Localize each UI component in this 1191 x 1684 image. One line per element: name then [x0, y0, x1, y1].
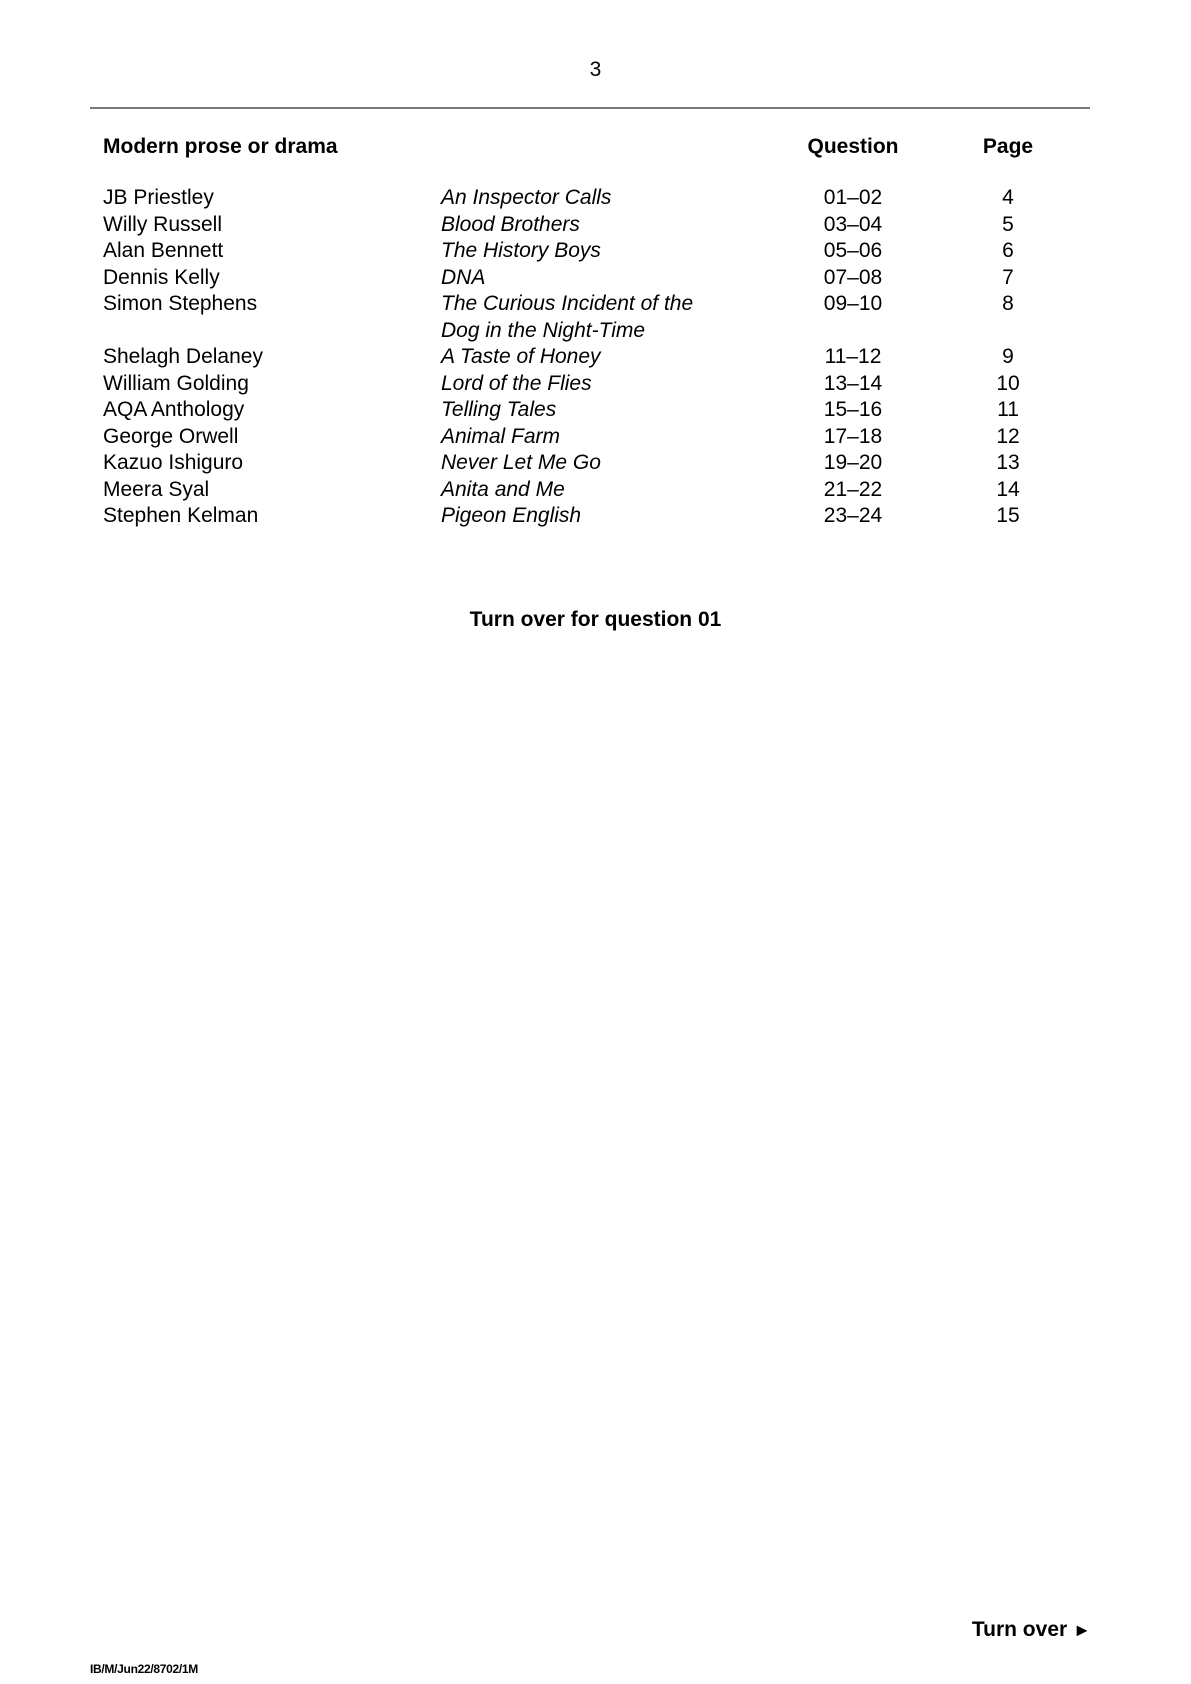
turn-over-note: Turn over for question 01 [469, 608, 722, 631]
text-title: Anita and Me [441, 477, 565, 501]
question-range: 09–10 [823, 292, 883, 315]
page-ref: 9 [1002, 345, 1014, 368]
document-code: IB/M/Jun22/8702/1M [90, 1662, 198, 1676]
question-range: 01–02 [823, 186, 883, 209]
author-name: Alan Bennett [103, 239, 224, 262]
text-title-continued: Dog in the Night-Time [441, 318, 646, 342]
table-row [103, 397, 1063, 424]
question-range: 07–08 [823, 265, 883, 289]
text-title: Blood Brothers [441, 212, 580, 236]
text-title: Pigeon English [441, 504, 582, 527]
table-row [103, 477, 1063, 504]
text-title: Animal Farm [441, 424, 561, 448]
author-name: Dennis Kelly [103, 265, 220, 289]
page-ref: 13 [996, 451, 1020, 474]
author-name: Kazuo Ishiguro [103, 451, 244, 474]
page-column-header: Page [982, 135, 1034, 158]
table-row [103, 265, 1063, 292]
author-name: George Orwell [103, 424, 239, 448]
page-ref: 8 [1002, 292, 1014, 315]
section-heading: Modern prose or drama [103, 135, 338, 158]
question-range: 11–12 [824, 345, 882, 368]
text-title: The Curious Incident of the [441, 292, 694, 315]
turn-over-label [972, 1618, 1091, 1642]
question-range: 23–24 [823, 504, 883, 527]
table-row [103, 238, 1063, 265]
page-ref: 15 [996, 504, 1020, 527]
table-row [103, 503, 1063, 530]
question-range: 05–06 [823, 239, 883, 262]
author-name: William Golding [103, 371, 249, 395]
page-ref: 12 [996, 424, 1020, 448]
text-title: Telling Tales [441, 398, 557, 421]
text-title: Never Let Me Go [441, 451, 601, 474]
page-ref: 7 [1002, 265, 1014, 289]
contents-header-row [103, 133, 1063, 161]
text-title: An Inspector Calls [441, 186, 612, 209]
question-range: 17–18 [823, 424, 883, 448]
text-title: Lord of the Flies [441, 371, 592, 395]
text-title: A Taste of Honey [441, 345, 601, 368]
author-name: Stephen Kelman [103, 504, 259, 527]
page-ref: 4 [1002, 186, 1014, 209]
author-name: JB Priestley [103, 186, 214, 209]
contents-table [103, 133, 1063, 530]
table-row [103, 212, 1063, 239]
question-range: 15–16 [823, 398, 883, 421]
turn-over-text: Turn over [971, 1618, 1068, 1641]
text-title: DNA [441, 265, 486, 289]
right-triangle-arrow-icon: ► [1073, 1620, 1091, 1640]
author-name: Meera Syal [103, 477, 210, 501]
question-range: 21–22 [823, 477, 883, 501]
question-range: 03–04 [823, 212, 883, 236]
table-row [103, 344, 1063, 371]
page-ref: 14 [996, 477, 1020, 501]
header-divider [90, 107, 1090, 109]
question-range: 13–14 [823, 371, 883, 395]
table-row [103, 450, 1063, 477]
table-row [103, 371, 1063, 398]
author-name: Simon Stephens [103, 292, 258, 315]
question-range: 19–20 [823, 451, 883, 474]
page-number: 3 [589, 58, 602, 81]
page-ref: 11 [997, 398, 1019, 421]
question-column-header: Question [807, 135, 899, 158]
text-title: The History Boys [441, 239, 601, 262]
page-ref: 10 [996, 371, 1020, 395]
table-row [103, 291, 1063, 344]
table-row [103, 424, 1063, 451]
table-row [103, 185, 1063, 212]
page-ref: 6 [1002, 239, 1014, 262]
page-ref: 5 [1002, 212, 1014, 236]
author-name: AQA Anthology [103, 398, 245, 421]
author-name: Willy Russell [103, 212, 223, 236]
author-name: Shelagh Delaney [103, 345, 263, 368]
